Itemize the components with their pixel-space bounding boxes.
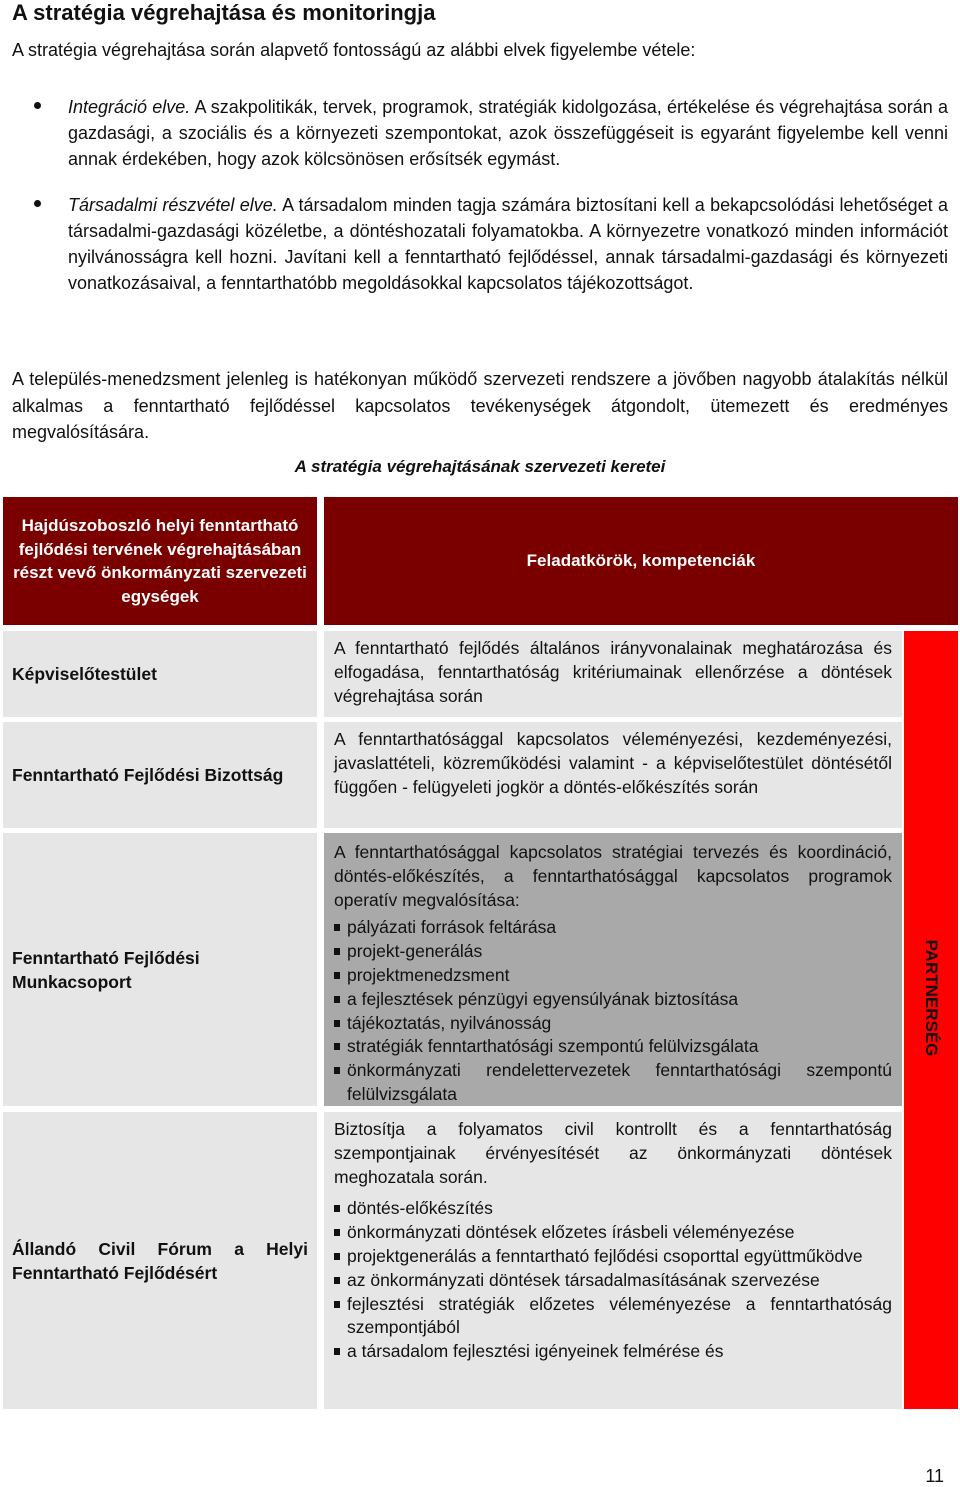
task-text: A fenntarthatósággal kapcsolatos véleményezési, kezdeményezési, javaslattételi, közreműködési valamint - a képviselőtestület döntésétől függően - felügyeleti jogkör a döntés-előkészítés során bbox=[334, 729, 892, 797]
square-bullet-icon bbox=[334, 1277, 340, 1284]
list-item: projektmenedzsment bbox=[334, 964, 892, 988]
principle-participation bbox=[12, 192, 948, 296]
unit-cell-committee bbox=[3, 722, 317, 828]
list-item: önkormányzati rendelettervezetek fenntarthatósági szempontú felülvizsgálata bbox=[334, 1059, 892, 1106]
list-item: fejlesztési stratégiák előzetes véleményezése a fenntarthatóság szempontjából bbox=[334, 1293, 892, 1341]
square-bullet-icon bbox=[334, 1020, 340, 1027]
intro-text: A stratégia végrehajtása során alapvető fontosságú az alábbi elvek figyelembe vétele: bbox=[12, 40, 696, 60]
task-text: A fenntarthatósággal kapcsolatos stratégiai tervezés és koordináció, döntés-előkészítés, a fenntarthatósággal kapcsolatos programok operatív megvalósítása: bbox=[334, 842, 892, 910]
task-text: A fenntartható fejlődés általános irányvonalainak meghatározása és elfogadása, fenntarthatóság kritériumainak ellenőrzése a döntések végrehajtása során bbox=[334, 638, 892, 706]
list-item: a fejlesztések pénzügyi egyensúlyának biztosítása bbox=[334, 988, 892, 1012]
principle-text: A szakpolitikák, tervek, programok, stratégiák kidolgozása, értékelése és végrehajtása során a gazdasági, a szociális és a környezeti szempontokat, azok összefüggéseit is egyaránt figyelembe kell venni annak érdekében, hogy azok kölcsönösen erősítsék egymást. bbox=[68, 97, 948, 169]
list-item: tájékoztatás, nyilvánosság bbox=[334, 1012, 892, 1036]
list-item: a társadalom fejlesztési igényeinek felmérése és bbox=[334, 1340, 892, 1364]
partnership-label: PARTNERSÉG bbox=[922, 939, 941, 1057]
unit-name: Képviselőtestület bbox=[12, 664, 157, 684]
header-units-label: Hajdúszoboszló helyi fenntartható fejlődési tervének végrehajtásában részt vevő önkormányzati szervezeti egységek bbox=[13, 516, 307, 606]
unit-name: Állandó Civil Fórum a Helyi Fenntartható Fejlődésért bbox=[12, 1238, 308, 1283]
square-bullet-icon bbox=[334, 948, 340, 955]
square-bullet-icon bbox=[334, 1067, 340, 1074]
task-list bbox=[334, 916, 892, 1106]
principles-list bbox=[12, 94, 948, 316]
task-cell-committee bbox=[324, 722, 902, 828]
unit-cell-civil-forum bbox=[3, 1112, 317, 1409]
square-bullet-icon bbox=[334, 996, 340, 1003]
square-bullet-icon bbox=[334, 1348, 340, 1355]
square-bullet-icon bbox=[334, 1043, 340, 1050]
task-cell-civil-forum bbox=[324, 1112, 902, 1409]
unit-cell-council bbox=[3, 631, 317, 717]
header-competencies-label: Feladatkörök, kompetenciák bbox=[526, 551, 756, 571]
square-bullet-icon bbox=[334, 1205, 340, 1212]
square-bullet-icon bbox=[334, 1229, 340, 1236]
table-header-units bbox=[3, 497, 317, 625]
square-bullet-icon bbox=[334, 1301, 340, 1308]
bullet-dot-icon bbox=[34, 200, 41, 207]
list-item: önkormányzati döntések előzetes írásbeli véleményezése bbox=[334, 1221, 892, 1245]
body-paragraph: A település-menedzsment jelenleg is hatékonyan működő szervezeti rendszere a jövőben nagyobb átalakítás nélkül alkalmas a fenntartható fejlődéssel kapcsolatos tevékenységek átgondolt, ütemezett és eredményes megvalósítására. bbox=[12, 369, 948, 442]
list-item: projektgenerálás a fenntartható fejlődési csoporttal együttműködve bbox=[334, 1245, 892, 1269]
section-heading: A stratégia végrehajtása és monitoringja bbox=[12, 0, 436, 25]
table-caption: A stratégia végrehajtásának szervezeti keretei bbox=[294, 457, 666, 476]
task-list bbox=[334, 1197, 892, 1364]
table-header-competencies bbox=[324, 497, 958, 625]
list-item: döntés-előkészítés bbox=[334, 1197, 892, 1221]
task-text: Biztosítja a folyamatos civil kontrollt és a fenntarthatóság szempontjainak érvényesítését az önkormányzati döntések meghozatala során. bbox=[334, 1119, 892, 1187]
list-item: pályázati források feltárása bbox=[334, 916, 892, 940]
task-cell-council bbox=[324, 631, 902, 717]
list-item: az önkormányzati döntések társadalmasításának szervezése bbox=[334, 1269, 892, 1293]
unit-cell-workgroup bbox=[3, 833, 317, 1106]
unit-name: Fenntartható Fejlődési Munkacsoport bbox=[12, 947, 200, 992]
principle-title: Társadalmi részvétel elve. bbox=[68, 195, 278, 215]
list-item: stratégiák fenntarthatósági szempontú felülvizsgálata bbox=[334, 1035, 892, 1059]
principle-integration bbox=[12, 94, 948, 172]
square-bullet-icon bbox=[334, 924, 340, 931]
square-bullet-icon bbox=[334, 972, 340, 979]
principle-text: A társadalom minden tagja számára biztosítani kell a bekapcsolódási lehetőséget a társadalmi-gazdasági közéletbe, a döntéshozatali folyamatokba. A környezetre vonatkozó minden információt nyilvánosságra kell hozni. Javítani kell a fenntartható fejlődéssel, annak társadalmi-gazdasági és környezeti vonatkozásaival, a fenntarthatóbb megoldásokkal kapcsolatos tájékozottságot. bbox=[68, 195, 948, 293]
bullet-dot-icon bbox=[34, 102, 41, 109]
page-number: 11 bbox=[925, 1466, 944, 1486]
principle-title: Integráció elve. bbox=[68, 97, 191, 117]
unit-name: Fenntartható Fejlődési Bizottság bbox=[12, 765, 284, 785]
task-cell-workgroup bbox=[324, 833, 902, 1106]
list-item: projekt-generálás bbox=[334, 940, 892, 964]
square-bullet-icon bbox=[334, 1253, 340, 1260]
